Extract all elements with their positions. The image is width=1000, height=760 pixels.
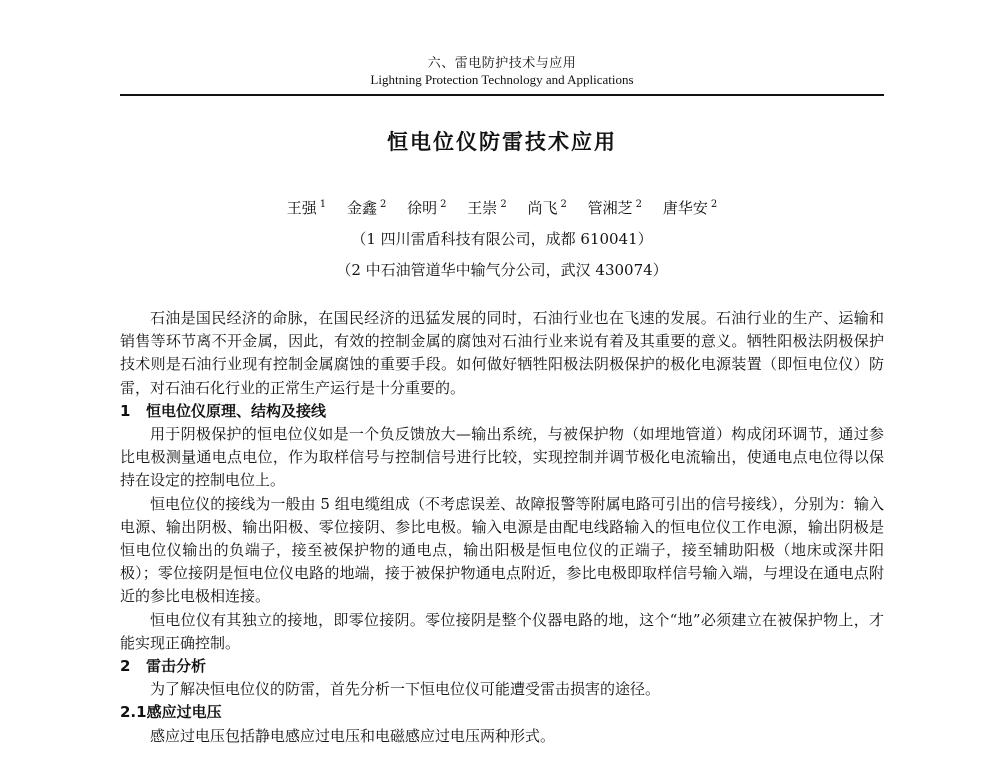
- running-header-section-en: Lightning Protection Technology and Applications: [370, 72, 634, 87]
- section-title: 恒电位仪原理、结构及接线: [146, 401, 327, 420]
- section-title: 雷击分析: [146, 657, 207, 676]
- body-paragraph: 感应过电压包括静电感应过电压和电磁感应过电压两种形式。: [150, 726, 556, 745]
- author-name: 徐明: [407, 199, 438, 217]
- author: [347, 195, 386, 218]
- author: [588, 195, 642, 218]
- subsection-heading: [120, 701, 884, 724]
- header-rule: [120, 94, 884, 96]
- intro-paragraph: 石油是国民经济的命脉，在国民经济的迅猛发展的同时，石油行业也在飞速的发展。石油行业的生产、运输和销售等环节离不开金属，因此，有效的控制金属的腐蚀对石油行业来说有着及其重要的意义。牺牲阳极法阴极保护技术则是石油行业现有控制金属腐蚀的重要手段。如何做好牺牲阳极法阴极保护的极化电源装置（即恒电位仪）防雷，对石油石化行业的正常生产运行是十分重要的。: [120, 309, 884, 397]
- author-list: [120, 195, 884, 218]
- body-paragraph: 恒电位仪的接线为一般由 5 组电缆组成（不考虑误差、故障报警等附属电路可引出的信号接线），分别为：输入电源、输出阴极、输出阳极、零位接阴、参比电极。输入电源是由配电线路输入的恒电位仪工作电源，输出阴极是恒电位仪输出的负端子，接至被保护物的通电点，输出阳极是恒电位仪的正端子，接至辅助阳极（地床或深井阳极）；零位接阴是恒电位仪电路的地端，接于被保护物通电点附近，参比电极即取样信号输入端，与埋设在通电点附近的参比电极相连接。: [120, 494, 884, 606]
- author: [467, 195, 506, 218]
- section-heading: [120, 400, 884, 423]
- author: [527, 195, 566, 218]
- author-name: 管湘芝: [587, 199, 633, 217]
- author-affiliation-mark: 2: [560, 199, 567, 210]
- author-affiliation-mark: 2: [635, 199, 643, 210]
- body-paragraph: 用于阴极保护的恒电位仪如是一个负反馈放大—输出系统，与被保护物（如埋地管道）构成闭环调节，通过参比电极测量通电点电位，作为取样信号与控制信号进行比较，实现控制并调节极化电流输出，使通电点电位得以保持在设定的控制电位上。: [120, 425, 884, 490]
- body-text: [120, 307, 884, 748]
- author: [663, 195, 717, 218]
- author-name: 唐华安: [662, 199, 708, 217]
- author-name: 尚飞: [527, 199, 558, 217]
- author: [407, 195, 446, 218]
- author-affiliation-mark: 2: [440, 199, 447, 210]
- body-paragraph: 恒电位仪有其独立的接地，即零位接阴。零位接阴是整个仪器电路的地，这个“地”必须建立在被保护物上，才能实现正确控制。: [120, 610, 884, 652]
- section-number: 2: [120, 657, 131, 676]
- author-name: 王崇: [467, 199, 498, 217]
- section-heading: [120, 655, 884, 678]
- affiliation-1: （1 四川雷盾科技有限公司，成都 610041）: [351, 230, 653, 248]
- author-affiliation-mark: 2: [379, 199, 387, 210]
- author-affiliation-mark: 2: [710, 199, 718, 210]
- paper-title: 恒电位仪防雷技术应用: [387, 130, 617, 154]
- body-paragraph: 为了解决恒电位仪的防雷，首先分析一下恒电位仪可能遭受雷击损害的途径。: [150, 680, 661, 699]
- author-affiliation-mark: 2: [500, 199, 507, 210]
- section-title: 感应过电压: [146, 703, 222, 722]
- author-name: 王强: [286, 199, 317, 217]
- running-header: [120, 55, 884, 88]
- affiliation-2: （2 中石油管道华中输气分公司，武汉 430074）: [336, 261, 668, 279]
- section-number: 1: [120, 401, 131, 420]
- author-name: 金鑫: [346, 199, 377, 217]
- author-affiliation-mark: 1: [319, 199, 327, 210]
- author: [287, 195, 326, 218]
- running-header-section-cn: 六、雷电防护技术与应用: [427, 56, 577, 71]
- section-number: 2.1: [120, 703, 147, 722]
